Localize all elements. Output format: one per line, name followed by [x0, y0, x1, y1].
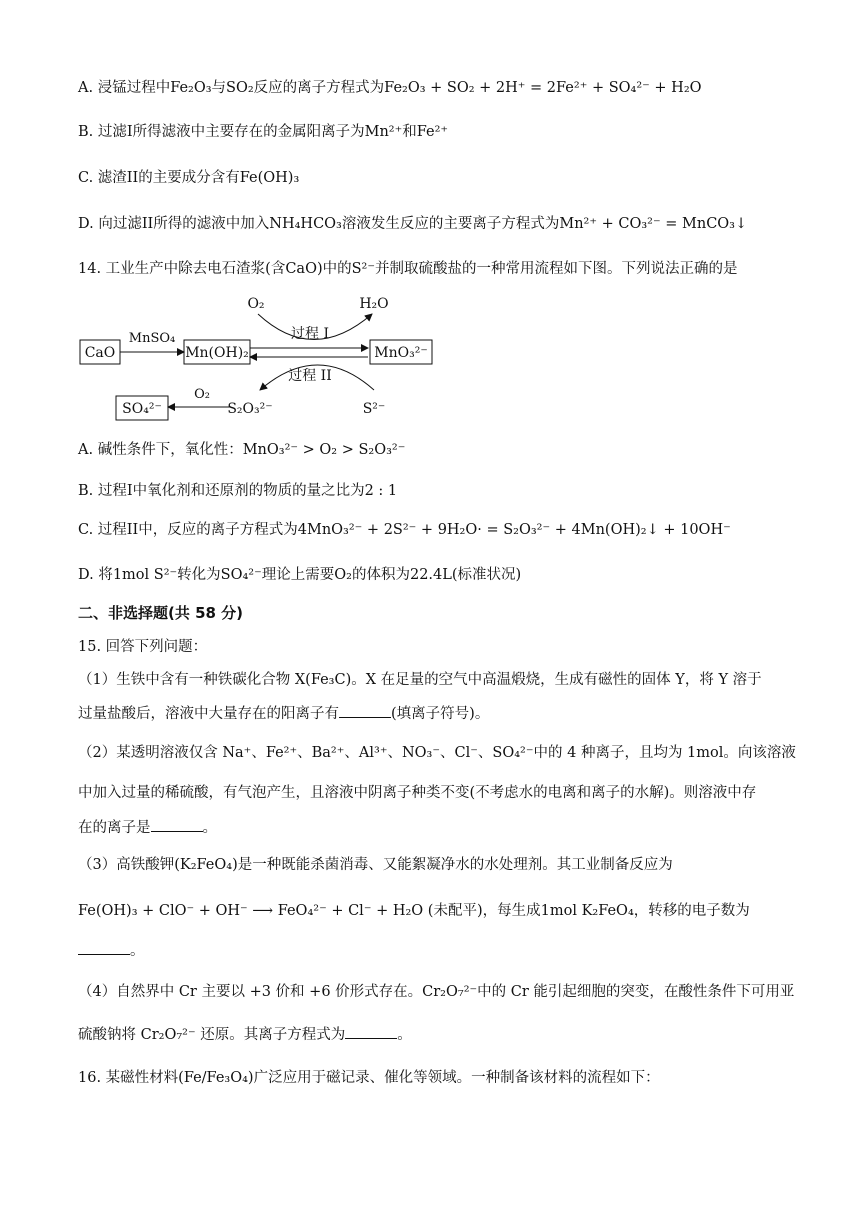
- q15-part2-line2: 中加入过量的稀硫酸，有气泡产生，且溶液中阴离子种类不变(不考虑水的电离和离子的水解)。则溶液中存: [78, 785, 757, 801]
- q15-part4-line2: [78, 1024, 800, 1045]
- process1-label: 过程 I: [291, 326, 329, 342]
- q13-option-a: A. 浸锰过程中Fe₂O₃与SO₂反应的离子方程式为Fe₂O₃ + SO₂ + 2H⁺ = 2Fe²⁺ + SO₄²⁻ + H₂O: [78, 80, 702, 96]
- q15-part2-line3: [78, 817, 800, 838]
- so4-label: SO₄²⁻: [122, 401, 162, 417]
- answer-blank[interactable]: [345, 1024, 397, 1039]
- section-2-heading: 二、非选择题(共 58 分): [78, 604, 244, 622]
- q14-option-b: B. 过程I中氧化剂和还原剂的物质的量之比为2 : 1: [78, 483, 398, 499]
- answer-blank[interactable]: [339, 703, 391, 718]
- q15-part3-line1: （3）高铁酸钾(K₂FeO₄)是一种既能杀菌消毒、又能絮凝净水的水处理剂。其工业制备反应为: [78, 857, 673, 873]
- q14-option-c: C. 过程II中，反应的离子方程式为4MnO₃²⁻ + 2S²⁻ + 9H₂O· = S₂O₃²⁻ + 4Mn(OH)₂↓ + 10OH⁻: [78, 522, 731, 538]
- q14-flow-diagram: [78, 290, 458, 425]
- mnso4-label: MnSO₄: [128, 331, 176, 346]
- o2-bottom-label: O₂: [194, 387, 210, 402]
- q15-part2-tail: 。: [202, 820, 217, 836]
- q15-part4-line1: （4）自然界中 Cr 主要以 +3 价和 +6 价形式存在。Cr₂O₇²⁻中的 Cr 能引起细胞的突变，在酸性条件下可用亚: [78, 984, 795, 1000]
- h2o-top-label: H₂O: [359, 296, 389, 312]
- q15-part1-line2: [78, 703, 800, 724]
- q15-part1-tail: (填离子符号)。: [391, 706, 490, 722]
- q14-option-d: D. 将1mol S²⁻转化为SO₄²⁻理论上需要O₂的体积为22.4L(标准状况): [78, 567, 522, 583]
- cao-label: CaO: [84, 345, 116, 361]
- q13-option-b: B. 过滤I所得滤液中主要存在的金属阳离子为Mn²⁺和Fe²⁺: [78, 124, 449, 140]
- q15-part1-text: 过量盐酸后，溶液中大量存在的阳离子有: [78, 706, 339, 722]
- q13-option-d: D. 向过滤II所得的滤液中加入NH₄HCO₃溶液发生反应的主要离子方程式为Mn²⁺ + CO₃²⁻ = MnCO₃↓: [78, 216, 748, 232]
- mnoh2-label: Mn(OH)₂: [185, 345, 249, 361]
- q15-part4-tail: 。: [397, 1027, 412, 1043]
- q15-stem: 15. 回答下列问题：: [78, 639, 208, 655]
- answer-blank[interactable]: [78, 940, 130, 955]
- s2-label: S²⁻: [362, 401, 386, 417]
- q14-option-a: A. 碱性条件下，氧化性：MnO₃²⁻ > O₂ > S₂O₃²⁻: [78, 442, 406, 458]
- q15-part4-text: 硫酸钠将 Cr₂O₇²⁻ 还原。其离子方程式为: [78, 1027, 346, 1043]
- q13-option-c: C. 滤渣II的主要成分含有Fe(OH)₃: [78, 170, 300, 186]
- o2-top-label: O₂: [247, 296, 265, 312]
- mno3-label: MnO₃²⁻: [374, 345, 428, 361]
- q14-stem: 14. 工业生产中除去电石渣浆(含CaO)中的S²⁻并制取硫酸盐的一种常用流程如下图。下列说法正确的是: [78, 261, 738, 277]
- q15-part2-line1: （2）某透明溶液仅含 Na⁺、Fe²⁺、Ba²⁺、Al³⁺、NO₃⁻、Cl⁻、SO₄²⁻中的 4 种离子，且均为 1mol。向该溶液: [78, 745, 796, 761]
- q15-part3-line3: [78, 940, 800, 961]
- q15-part1-line1: （1）生铁中含有一种铁碳化合物 X(Fe₃C)。X 在足量的空气中高温煅烧，生成有磁性的固体 Y，将 Y 溶于: [78, 672, 762, 688]
- q15-part3-tail: 。: [130, 943, 145, 959]
- s2o3-label: S₂O₃²⁻: [227, 401, 273, 417]
- q16-stem: 16. 某磁性材料(Fe/Fe₃O₄)广泛应用于磁记录、催化等领域。一种制备该材料的流程如下：: [78, 1070, 660, 1086]
- answer-blank[interactable]: [151, 817, 203, 832]
- q15-part3-line2: Fe(OH)₃ + ClO⁻ + OH⁻ ⟶ FeO₄²⁻ + Cl⁻ + H₂O (未配平)，每生成1mol K₂FeO₄，转移的电子数为: [78, 903, 750, 919]
- process2-label: 过程 II: [288, 368, 332, 384]
- q15-part2-text: 在的离子是: [78, 820, 151, 836]
